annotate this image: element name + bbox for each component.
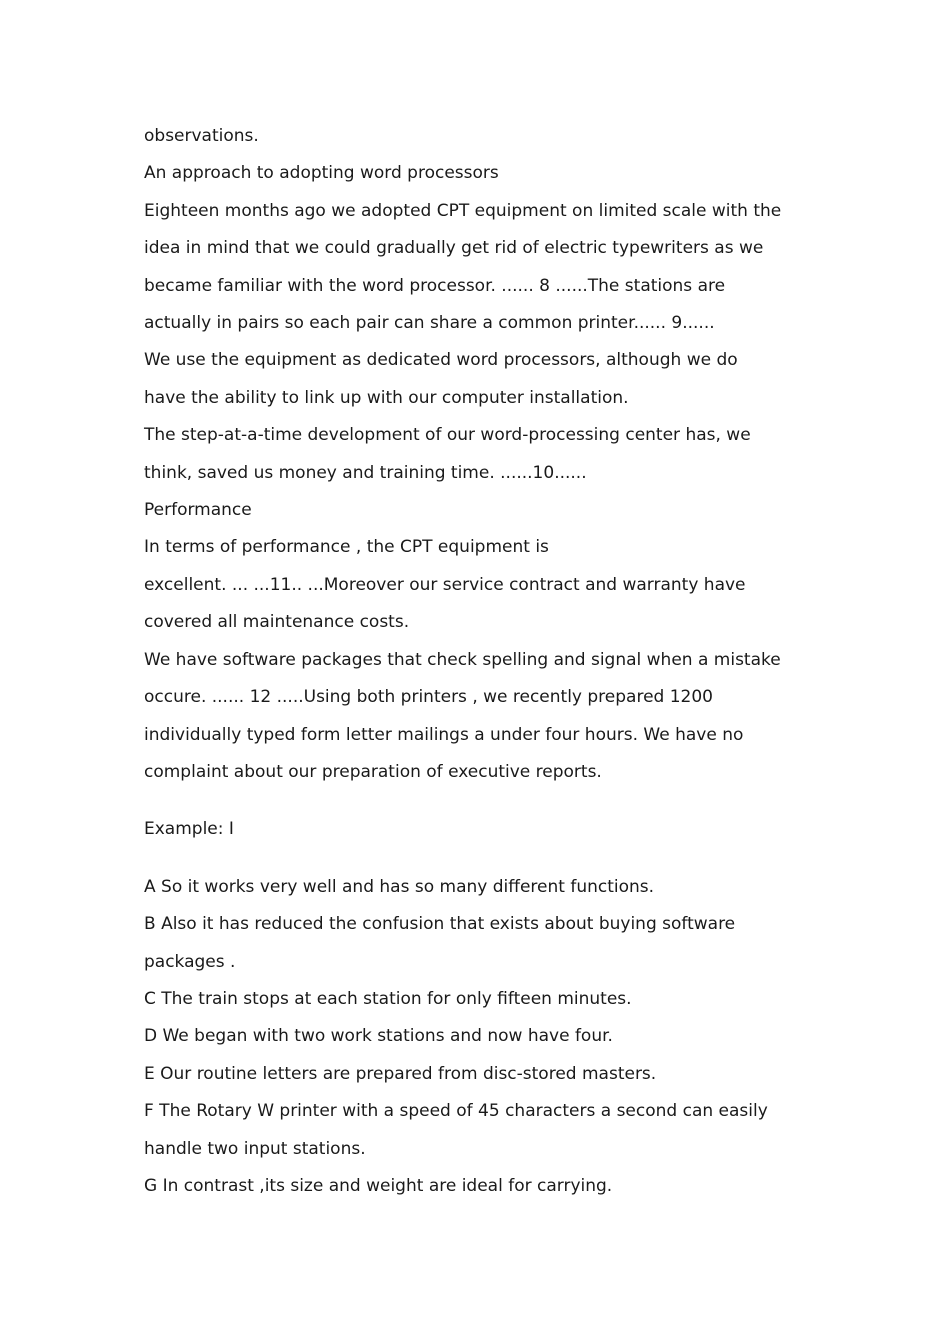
options-list [144,869,844,1206]
text-line: complaint about our preparation of executive reports. [144,761,602,782]
option-e: E Our routine letters are prepared from disc-stored masters. [144,1063,657,1084]
text-line: became familiar with the word processor. ...... 8 ......The stations are [144,275,726,296]
option-b: B Also it has reduced the confusion that exists about buying software [144,914,736,935]
text-line: individually typed form letter mailings a under four hours. We have no [144,724,744,745]
option-f-continued: handle two input stations. [144,1138,366,1159]
option-c: C The train stops at each station for only fifteen minutes. [144,988,632,1009]
text-line: In terms of performance , the CPT equipment is [144,537,549,558]
option-f: F The Rotary W printer with a speed of 45 characters a second can easily [144,1101,768,1122]
section-heading: Performance [144,500,252,521]
passage-body [144,118,844,791]
text-line: think, saved us money and training time. ......10...... [144,462,587,483]
option-d: D We began with two work stations and now have four. [144,1026,613,1047]
text-line: actually in pairs so each pair can share a common printer...... 9...... [144,313,715,334]
document-page [144,118,844,1205]
text-line: We use the equipment as dedicated word processors, although we do [144,350,738,371]
text-line: The step-at-a-time development of our word-processing center has, we [144,425,751,446]
text-line: excellent. ... ...11.. ...Moreover our service contract and warranty have [144,574,746,595]
section-heading: An approach to adopting word processors [144,163,499,184]
text-line: Eighteen months ago we adopted CPT equipment on limited scale with the [144,200,782,221]
text-line: idea in mind that we could gradually get rid of electric typewriters as we [144,238,764,259]
spacer [144,791,844,811]
option-a: A So it works very well and has so many different functions. [144,876,655,897]
example-label: Example: I [144,819,234,840]
text-line: covered all maintenance costs. [144,612,410,633]
text-line: occure. ...... 12 .....Using both printers , we recently prepared 1200 [144,687,714,708]
text-line: observations. [144,126,259,146]
option-b-continued: packages . [144,951,236,972]
text-line: We have software packages that check spelling and signal when a mistake [144,649,781,670]
option-g: G In contrast ,its size and weight are ideal for carrying. [144,1175,613,1196]
text-line: have the ability to link up with our computer installation. [144,387,629,408]
spacer [144,849,844,869]
